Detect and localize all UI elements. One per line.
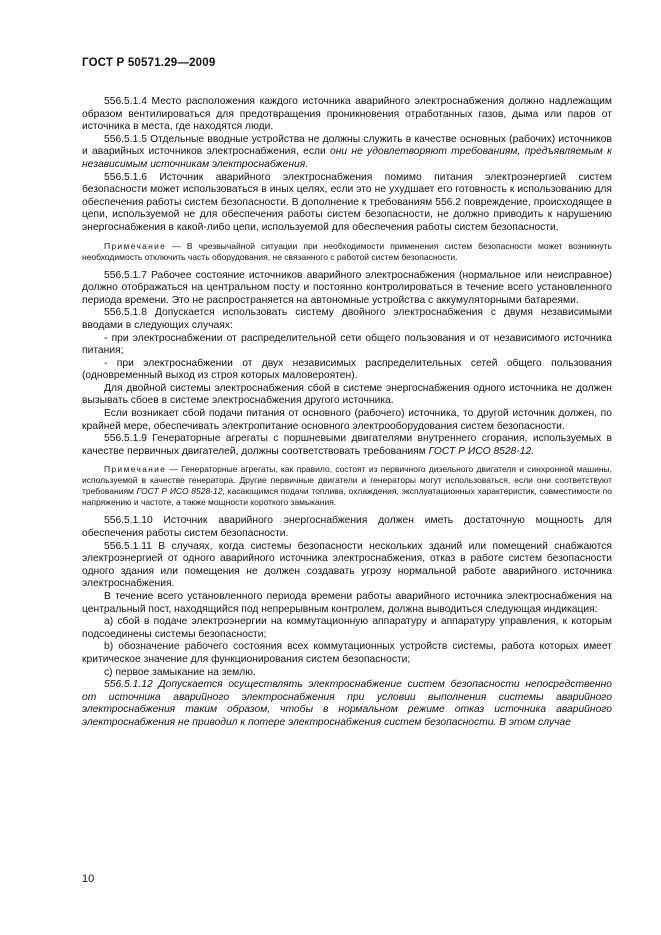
paragraph-556-5-1-12: 556.5.1.12 Допускается осуществлять электроснабжение систем безопасности непосредственно от источника аварийного электроснабжения при условии выполнения системы аварийного электроснабжения таким образом, чтобы в нормальном режиме отказ источника аварийного электроснабжения не приводил к потере электроснабжения систем безопасности. В этом случае — [82, 679, 612, 728]
list-item-two-public-networks: - при электроснабжении от двух независимых распределительных сетей общего пользования (одновременный выход из строя которых маловероятен). — [82, 357, 612, 382]
paragraph-556-5-1-10: 556.5.1.10 Источник аварийного энергоснабжения должен иметь достаточную мощность для обеспечения работы систем безопасности. — [82, 515, 612, 540]
paragraph-556-5-1-8: 556.5.1.8 Допускается использовать систему двойного электроснабжения с двумя независимыми вводами в следующих случаях: — [82, 307, 612, 331]
paragraph-supply-failure: Если возникает сбой подачи питания от основного (рабочего) источника, то другой источник должен, по крайней мере, обеспечивать электропитание основного электрооборудования систем безопасности. — [82, 408, 612, 432]
list-item-b: b) обозначение рабочего состояния всех коммутационных устройств системы, работа которых имеет критическое значение для функционирования систем безопасности; — [82, 641, 612, 665]
list-item-c: c) первое замыкание на землю. — [104, 666, 256, 678]
paragraph-556-5-1-9: 556.5.1.9 Генераторные агрегаты с поршневыми двигателями внутреннего сгорания, используемых в качестве первичных двигателей, должны соответствовать требованиям ГОСТ Р ИСО 8528-12. — [82, 433, 612, 457]
page-number: 10 — [82, 873, 95, 885]
document-body — [82, 96, 612, 730]
note-label: Примечание — [104, 464, 167, 475]
paragraph-556-5-1-6: 556.5.1.6 Источник аварийного электроснабжения помимо питания электроэнергией систем безопасности может использоваться в иных целях, если это не ухудшает его готовность к использованию для обеспечения работы систем безопасности. В дополнение к требованиям 556.2 повреждение, происходящее в цепи, используемой не для обеспечения работы систем безопасности, не должно приводить к нарушению энергоснабжения в какой-либо цепи, используемой для обеспечения работы систем безопасности. — [82, 171, 612, 233]
paragraph-indication: В течение всего установленного периода времени работы аварийного источника электроснабжения на центральный пост, находящийся под непрерывным контролем, должна выводиться следующая индикация: — [82, 591, 612, 615]
paragraph-dual-system: Для двойной системы электроснабжения сбой в системе энергоснабжения одного источника не должен вызывать сбоев в системе электроснабжения другого источника. — [82, 382, 612, 407]
note-label: Примечание — [104, 240, 167, 251]
note-2: Примечание — Генераторные агрегаты, как правило, состоят из первичного дизельного двигателя и синхронной машины, используемой в качестве генератора. Другие первичные двигатели и генераторы могут использоваться, если они соответствуют требованиям ГОСТ Р ИСО 8528-12, касающимся подачи топлива, охлаждения, эксплуатационных характеристик, совместимости по напряжению и частоте, а также мощности короткого замыкания. — [82, 464, 612, 508]
paragraph-556-5-1-11: 556.5.1.11 В случаях, когда системы безопасности нескольких зданий или помещений снабжаются электроэнергией от одного аварийного источника электроснабжения, отказ в работе систем безопасности одного здания или помещения не должен создавать угрозу нормальной работе аварийного источника электроснабжения. — [82, 540, 612, 590]
paragraph-556-5-1-7: 556.5.1.7 Рабочее состояние источников аварийного электроснабжения (нормальное или неисправное) должно отображаться на центральном посту и постоянно контролироваться в течение всего установленного периода времени. Это не распространяется на автономные устройства с аккумуляторными батареями. — [82, 269, 612, 306]
page-header: ГОСТ Р 50571.29—2009 — [82, 57, 216, 69]
paragraph-556-5-1-5: 556.5.1.5 Отдельные вводные устройства не должны служить в качестве основных (рабочих) источников и аварийных источников электроснабжения, если они не удовлетворяют требованиям, предъявляемым к независимым источникам электроснабжения. — [82, 133, 612, 170]
list-item-a: a) сбой в подаче электроэнергии на коммутационную аппаратуру и аппаратуру управления, к которым подсоединены системы безопасности; — [82, 616, 612, 640]
note-1: Примечание — В чрезвычайной ситуации при необходимости применения систем безопасности может возникнуть необходимость отключить часть оборудования, не связанного с работой систем безопасности. — [82, 240, 612, 262]
paragraph-556-5-1-4: 556.5.1.4 Место расположения каждого источника аварийного электроснабжения должно надлежащим образом вентилироваться для предотвращения проникновения отработанных газов, дыма или паров от источника в места, где находятся люди. — [82, 96, 612, 133]
list-item-public-and-independent: - при электроснабжении от распределительной сети общего пользования и от независимого источника питания; — [82, 332, 612, 357]
